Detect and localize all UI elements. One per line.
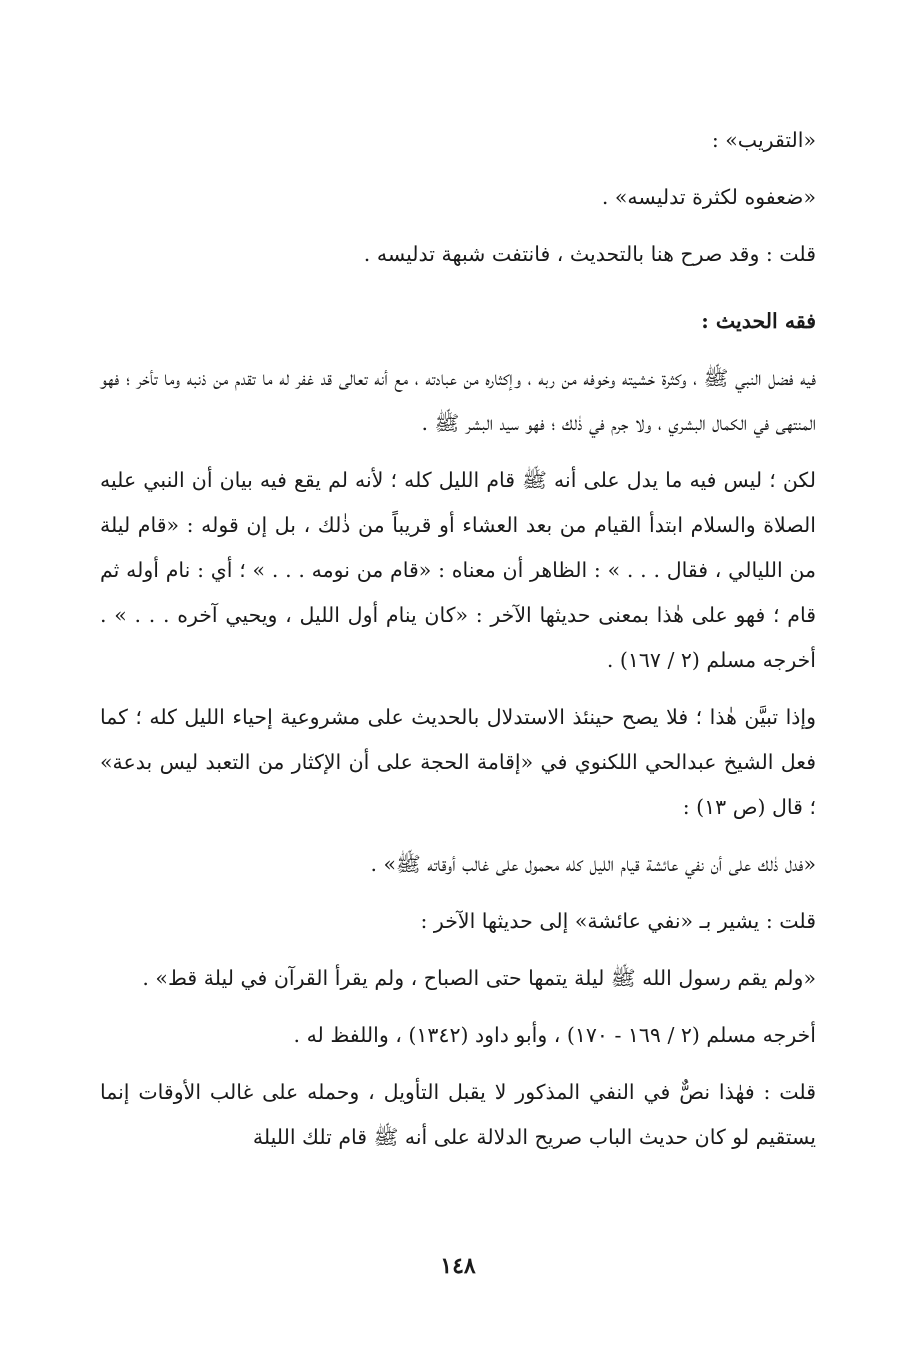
author-note-aisha: قلت : يشير بـ «نفي عائشة» إلى حديثها الآخر : [420, 909, 816, 933]
paragraph-night-prayer: لكن ؛ ليس فيه ما يدل على أنه ﷺ قام الليل كله ؛ لأنه لم يقع فيه بيان أن النبي عليه الصلاة والسلام ابتدأ القيام من بعد العشاء أو قريباً من ذٰلك ، بل إن قوله : «قام ليلة من الليالي ، فقال . . . » : الظاهر أن معناه : «قام من نومه . . . » ؛ أي : نام أوله ثم قام ؛ فهو على هٰذا بمعنى حديثها الآخر : «كان ينام أول الليل ، ويحيي آخره . . . » . أخرجه مسلم (٢ / ١٦٧) . [100, 468, 816, 672]
page-number: ١٤٨ [440, 1253, 476, 1279]
hadith-quote: «ولم يقم رسول الله ﷺ ليلة يتمها حتى الصباح ، ولم يقرأ القرآن في ليلة قط» . [142, 966, 816, 990]
author-note: قلت : وقد صرح هنا بالتحديث ، فانتفت شبهة تدليسه . [363, 242, 816, 266]
paragraph-inference: وإذا تبيَّن هٰذا ؛ فلا يصح حينئذ الاستدلال بالحديث على مشروعية إحياء الليل كله ؛ كما فعل الشيخ عبدالحي اللكنوي في «إقامة الحجة على أن الإكثار من التعبد ليس بدعة» ؛ قال (ص ١٣) : [100, 705, 816, 819]
paragraph-virtue: فيه فضل النبي ﷺ ، وكثرة خشيته وخوفه من ربه ، وإكثاره من عبادته ، مع أنه تعالى قد غفر له ما تقدم من ذنبه وما تأخر ؛ فهو المنتهى في الكمال البشري ، ولا جرم في ذٰلك ؛ فهو سيد البشر ﷺ . [100, 366, 816, 435]
source-citation: «التقريب» : [711, 128, 816, 152]
quote-aisha: «فدل ذٰلك على أن نفي عائشة قيام الليل كله محمول على غالب أوقاته ﷺ» . [370, 852, 816, 876]
paragraph-conclusion: قلت : فهٰذا نصٌّ في النفي المذكور لا يقبل التأويل ، وحمله على غالب الأوقات إنما يستقيم لو كان حديث الباب صريح الدلالة على أنه ﷺ قام تلك الليلة [100, 1080, 816, 1149]
section-heading: فقه الحديث : [701, 309, 816, 333]
quote-weakened: «ضعفوه لكثرة تدليسه» . [601, 185, 816, 209]
page-body [100, 118, 816, 1160]
hadith-reference: أخرجه مسلم (٢ / ١٦٩ - ١٧٠) ، وأبو داود (١٣٤٢) ، واللفظ له . [293, 1023, 816, 1047]
